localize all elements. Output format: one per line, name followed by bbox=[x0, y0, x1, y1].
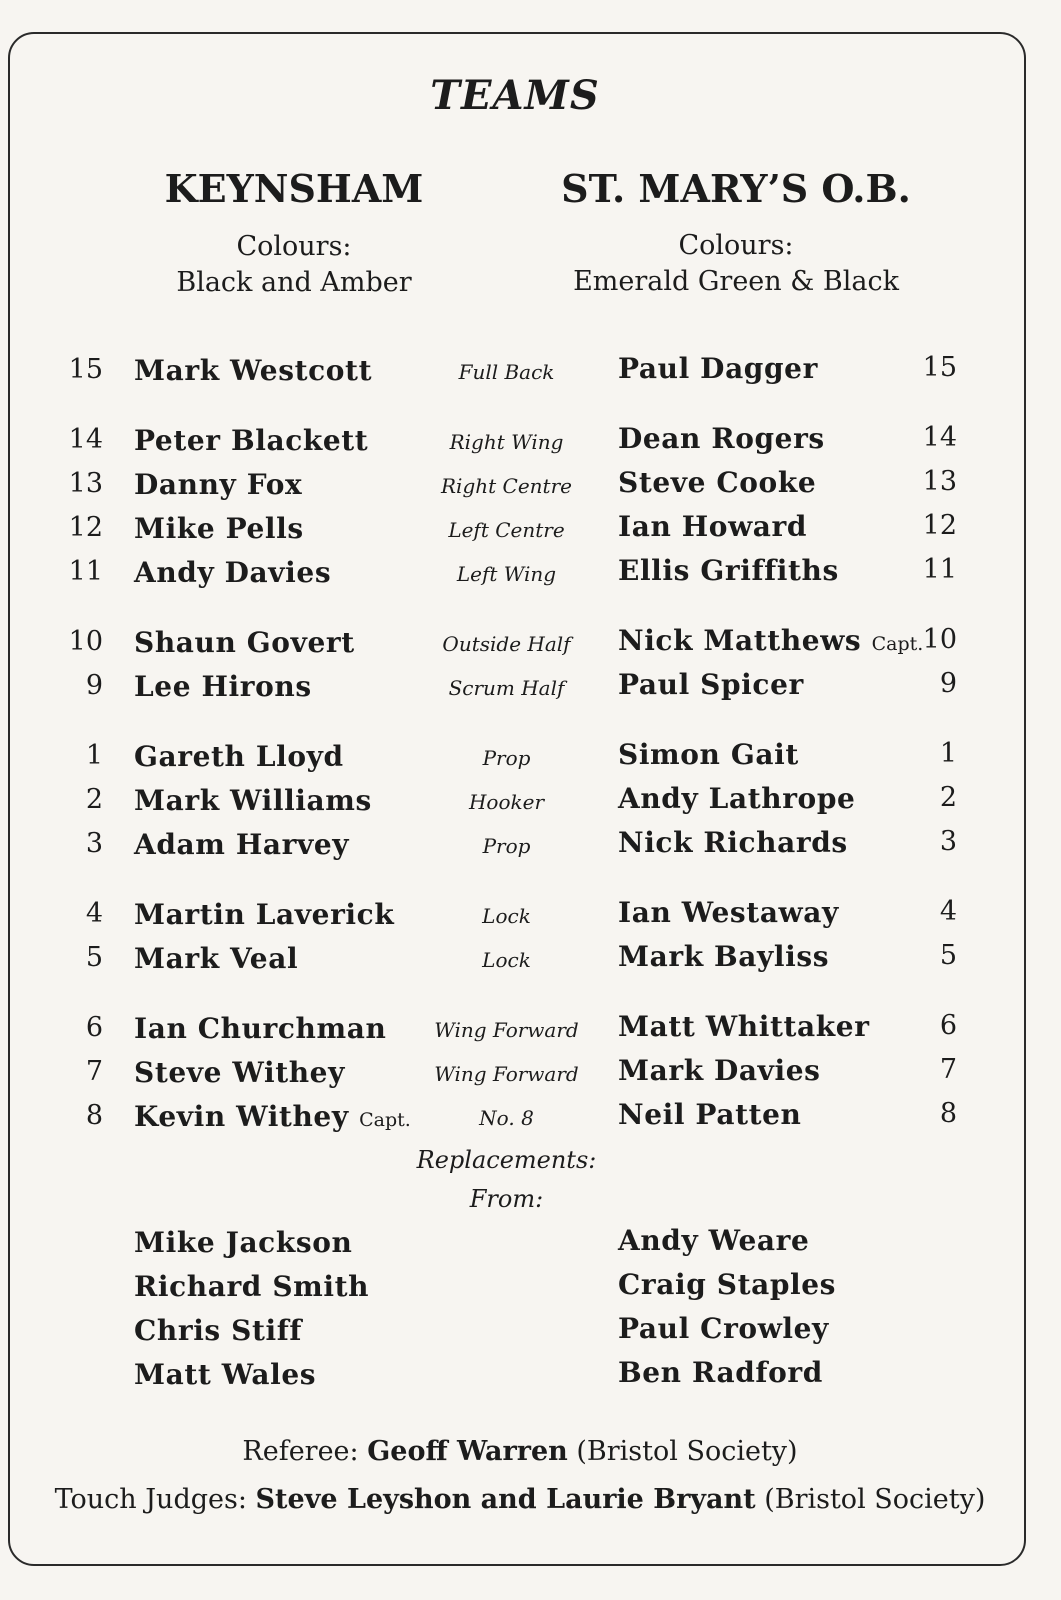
away-player-number bbox=[900, 510, 957, 541]
away-player-name-text: Nick Matthews bbox=[618, 624, 862, 657]
away-player-number bbox=[900, 352, 957, 383]
home-player-name-text: Andy Davies bbox=[134, 556, 332, 589]
away-player-number-text: 10 bbox=[922, 624, 957, 655]
home-colours-label: Colours: bbox=[236, 231, 352, 262]
home-player-name bbox=[134, 556, 331, 589]
replacements-heading: Replacements: bbox=[416, 1146, 597, 1174]
home-replacement: Richard Smith bbox=[134, 1270, 370, 1303]
away-player-number bbox=[900, 1010, 957, 1041]
home-player-number bbox=[40, 1012, 103, 1043]
away-player-number bbox=[900, 668, 957, 699]
position-label bbox=[405, 430, 608, 454]
home-replacement: Chris Stiff bbox=[134, 1314, 303, 1347]
home-player-number-text: 6 bbox=[85, 1012, 103, 1043]
home-player-number-text: 12 bbox=[68, 512, 103, 543]
away-player-name bbox=[618, 896, 839, 929]
home-player-name-text: Lee Hirons bbox=[134, 670, 312, 703]
away-player-number-text: 11 bbox=[922, 554, 957, 585]
home-player-name bbox=[134, 1100, 411, 1133]
away-player-name bbox=[618, 826, 848, 859]
away-player-name bbox=[618, 510, 807, 543]
home-player-name-text: Ian Churchman bbox=[134, 1012, 387, 1045]
home-player-number bbox=[40, 898, 103, 929]
replacements-subheading: From: bbox=[469, 1185, 544, 1213]
away-player-name bbox=[618, 466, 816, 499]
position-label bbox=[405, 1018, 608, 1042]
away-player-name-text: Nick Richards bbox=[618, 826, 848, 859]
away-player-name-text: Mark Davies bbox=[618, 1054, 821, 1087]
position-label-text: Outside Half bbox=[442, 632, 571, 656]
home-player-number bbox=[40, 670, 103, 701]
away-player-name bbox=[618, 1054, 821, 1087]
home-player-name bbox=[134, 1056, 345, 1089]
away-replacement: Ben Radford bbox=[618, 1356, 823, 1389]
away-player-name bbox=[618, 422, 825, 455]
home-player-name-text: Danny Fox bbox=[134, 468, 303, 501]
home-player-number-text: 9 bbox=[85, 670, 103, 701]
away-player-number bbox=[900, 466, 957, 497]
home-player-number bbox=[40, 626, 103, 657]
away-team-name: ST. MARY’S O.B. bbox=[561, 166, 911, 211]
home-player-name-text: Shaun Govert bbox=[134, 626, 355, 659]
home-player-number-text: 7 bbox=[85, 1056, 103, 1087]
touch-judges-names: Steve Leyshon and Laurie Bryant bbox=[255, 1484, 756, 1515]
away-player-name bbox=[618, 1098, 802, 1131]
away-player-name bbox=[618, 738, 799, 771]
referee-line bbox=[0, 1436, 1040, 1467]
home-player-number-text: 15 bbox=[68, 354, 103, 385]
home-player-name bbox=[134, 670, 312, 703]
away-player-name bbox=[618, 1010, 870, 1043]
away-player-number-text: 7 bbox=[939, 1054, 957, 1085]
referee-society: (Bristol Society) bbox=[576, 1436, 798, 1467]
away-player-number-text: 3 bbox=[939, 826, 957, 857]
away-player-number bbox=[900, 896, 957, 927]
home-team-name: KEYNSHAM bbox=[164, 166, 424, 211]
away-player-number bbox=[900, 1054, 957, 1085]
home-player-number-text: 10 bbox=[68, 626, 103, 657]
away-player-number bbox=[900, 422, 957, 453]
away-player-name-text: Mark Bayliss bbox=[618, 940, 830, 973]
home-player-name-text: Kevin Withey bbox=[134, 1100, 349, 1133]
away-player-name-text: Simon Gait bbox=[618, 738, 799, 771]
page-title: TEAMS bbox=[430, 72, 600, 119]
home-player-number-text: 3 bbox=[85, 828, 103, 859]
position-label bbox=[405, 904, 608, 928]
away-player-number-text: 13 bbox=[922, 466, 957, 497]
home-player-name bbox=[134, 512, 304, 545]
home-player-name bbox=[134, 942, 298, 975]
position-label-text: Lock bbox=[482, 904, 531, 928]
away-player-name bbox=[618, 352, 818, 385]
away-replacement: Andy Weare bbox=[618, 1224, 810, 1257]
home-player-name-text: Mark Veal bbox=[134, 942, 299, 975]
away-player-number bbox=[900, 624, 957, 655]
away-player-number bbox=[900, 940, 957, 971]
home-player-number bbox=[40, 512, 103, 543]
away-replacement: Craig Staples bbox=[618, 1268, 837, 1301]
away-player-name bbox=[618, 940, 829, 973]
home-player-name-text: Martin Laverick bbox=[134, 898, 395, 931]
away-player-number-text: 15 bbox=[922, 352, 957, 383]
position-label-text: Right Wing bbox=[449, 430, 564, 454]
position-label-text: Hooker bbox=[468, 790, 545, 814]
home-player-number-text: 8 bbox=[85, 1100, 103, 1131]
away-player-number bbox=[900, 554, 957, 585]
position-label bbox=[405, 562, 608, 586]
referee-label: Referee: bbox=[242, 1436, 359, 1467]
position-label-text: Full Back bbox=[458, 360, 555, 384]
away-player-name-text: Andy Lathrope bbox=[618, 782, 856, 815]
touch-judges-society: (Bristol Society) bbox=[764, 1484, 986, 1515]
position-label bbox=[405, 360, 608, 384]
away-player-number-text: 12 bbox=[922, 510, 957, 541]
home-player-number-text: 5 bbox=[85, 942, 103, 973]
home-player-number-text: 14 bbox=[68, 424, 103, 455]
position-label bbox=[405, 790, 608, 814]
away-player-name bbox=[618, 668, 804, 701]
away-player-number-text: 8 bbox=[939, 1098, 957, 1129]
home-player-name-text: Mark Westcott bbox=[134, 354, 373, 387]
away-player-name-text: Steve Cooke bbox=[618, 466, 817, 499]
home-player-number bbox=[40, 740, 103, 771]
away-player-name-text: Ian Westaway bbox=[618, 896, 839, 929]
home-player-number-text: 11 bbox=[68, 556, 103, 587]
home-player-name-text: Mike Pells bbox=[134, 512, 304, 545]
home-replacement: Matt Wales bbox=[134, 1358, 317, 1391]
captain-note: Capt. bbox=[359, 1109, 411, 1131]
home-player-number bbox=[40, 1056, 103, 1087]
position-label bbox=[405, 632, 608, 656]
home-player-name bbox=[134, 784, 372, 817]
away-player-name-text: Dean Rogers bbox=[618, 422, 825, 455]
home-player-name bbox=[134, 424, 368, 457]
home-player-number bbox=[40, 1100, 103, 1131]
position-label-text: Left Centre bbox=[448, 518, 565, 542]
home-colours bbox=[74, 229, 514, 301]
away-player-name-text: Matt Whittaker bbox=[618, 1010, 870, 1043]
home-player-number-text: 1 bbox=[85, 740, 103, 771]
away-player-name-text: Ellis Griffiths bbox=[618, 554, 839, 587]
away-player-number-text: 5 bbox=[939, 940, 957, 971]
away-player-name-text: Neil Patten bbox=[618, 1098, 802, 1131]
away-player-number-text: 1 bbox=[939, 738, 957, 769]
away-player-number bbox=[900, 738, 957, 769]
position-label bbox=[405, 676, 608, 700]
home-player-number bbox=[40, 828, 103, 859]
away-player-name-text: Ian Howard bbox=[618, 510, 808, 543]
home-player-number-text: 4 bbox=[85, 898, 103, 929]
away-player-name bbox=[618, 782, 855, 815]
away-player-name-text: Paul Dagger bbox=[618, 352, 818, 385]
position-label bbox=[405, 834, 608, 858]
away-player-number-text: 2 bbox=[939, 782, 957, 813]
touch-judges-line bbox=[0, 1484, 1040, 1515]
position-label-text: Lock bbox=[482, 948, 531, 972]
away-player-name-text: Paul Spicer bbox=[618, 668, 804, 701]
home-player-name-text: Mark Williams bbox=[134, 784, 372, 817]
home-player-number bbox=[40, 424, 103, 455]
away-player-number bbox=[900, 1098, 957, 1129]
position-label bbox=[405, 1106, 608, 1130]
away-player-number bbox=[900, 782, 957, 813]
home-player-name-text: Peter Blackett bbox=[134, 424, 369, 457]
home-player-name-text: Gareth Lloyd bbox=[134, 740, 344, 773]
position-label bbox=[405, 948, 608, 972]
away-player-number-text: 6 bbox=[939, 1010, 957, 1041]
position-label-text: Prop bbox=[482, 834, 531, 858]
home-replacement: Mike Jackson bbox=[134, 1226, 353, 1259]
home-player-number bbox=[40, 354, 103, 385]
home-player-number bbox=[40, 468, 103, 499]
away-colours bbox=[516, 228, 956, 300]
position-label bbox=[405, 518, 608, 542]
home-player-name bbox=[134, 354, 372, 387]
away-player-number-text: 14 bbox=[922, 422, 957, 453]
position-label-text: Right Centre bbox=[441, 474, 572, 498]
position-label bbox=[405, 1062, 608, 1086]
home-player-name bbox=[134, 898, 394, 931]
away-colours-value: Emerald Green & Black bbox=[573, 266, 899, 297]
home-player-number-text: 2 bbox=[85, 784, 103, 815]
home-player-name bbox=[134, 468, 302, 501]
away-player-number-text: 9 bbox=[939, 668, 957, 699]
position-label-text: Prop bbox=[482, 746, 531, 770]
captain-note: Capt. bbox=[871, 633, 924, 655]
position-label-text: Wing Forward bbox=[434, 1062, 579, 1086]
position-label bbox=[405, 746, 608, 770]
position-label-text: Wing Forward bbox=[434, 1018, 579, 1042]
home-colours-value: Black and Amber bbox=[176, 267, 412, 298]
home-player-number bbox=[40, 784, 103, 815]
home-player-number-text: 13 bbox=[68, 468, 103, 499]
away-player-name bbox=[618, 554, 839, 587]
home-player-name-text: Steve Withey bbox=[134, 1056, 345, 1089]
referee-name: Geoff Warren bbox=[367, 1436, 568, 1467]
away-replacement: Paul Crowley bbox=[618, 1312, 829, 1345]
away-player-name bbox=[618, 624, 923, 657]
home-player-name bbox=[134, 828, 349, 861]
home-player-number bbox=[40, 556, 103, 587]
away-colours-label: Colours: bbox=[678, 230, 794, 261]
home-player-name bbox=[134, 740, 344, 773]
home-player-name bbox=[134, 626, 355, 659]
touch-judges-label: Touch Judges: bbox=[54, 1484, 247, 1515]
home-player-name bbox=[134, 1012, 386, 1045]
away-player-number-text: 4 bbox=[939, 896, 957, 927]
position-label bbox=[405, 474, 608, 498]
home-player-name-text: Adam Harvey bbox=[134, 828, 350, 861]
away-player-number bbox=[900, 826, 957, 857]
position-label-text: Scrum Half bbox=[448, 676, 565, 700]
position-label-text: Left Wing bbox=[456, 562, 557, 586]
position-label-text: No. 8 bbox=[479, 1106, 534, 1130]
home-player-number bbox=[40, 942, 103, 973]
